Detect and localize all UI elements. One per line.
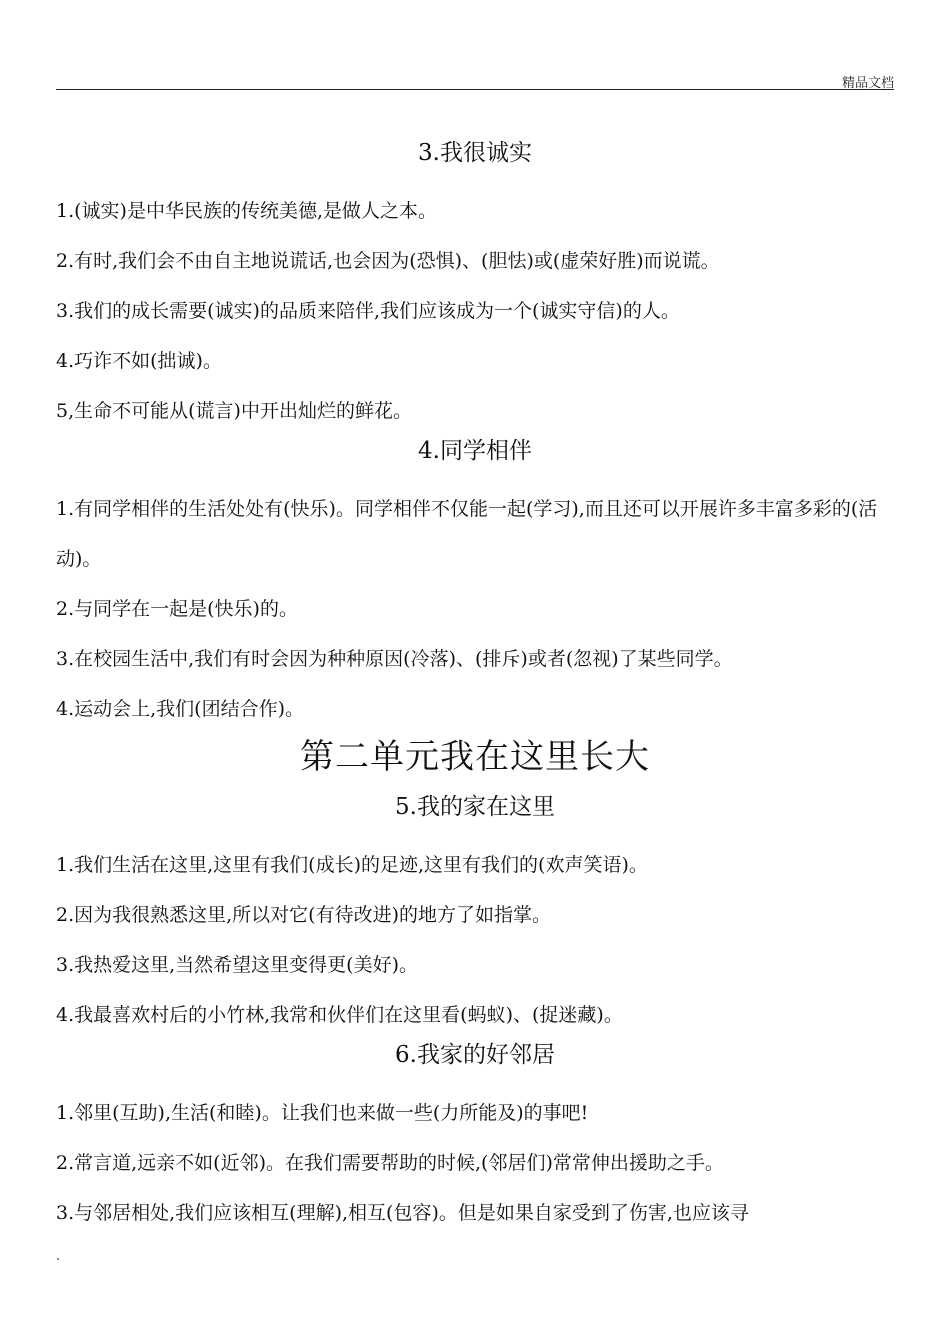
list-item: 1.我们生活在这里,这里有我们(成长)的足迹,这里有我们的(欢声笑语)。	[56, 854, 648, 876]
list-item: 3.与邻居相处,我们应该相互(理解),相互(包容)。但是如果自家受到了伤害,也应该寻	[56, 1202, 749, 1224]
list-item: 2.常言道,远亲不如(近邻)。在我们需要帮助的时候,(邻居们)常常伸出援助之手。	[56, 1152, 724, 1174]
list-item: 5,生命不可能从(谎言)中开出灿烂的鲜花。	[56, 400, 412, 422]
list-item: 4.运动会上,我们(团结合作)。	[56, 698, 304, 720]
section-classmates	[56, 436, 894, 734]
list-item: 3.我们的成长需要(诚实)的品质来陪伴,我们应该成为一个(诚实守信)的人。	[56, 300, 680, 322]
list-item: 1.(诚实)是中华民族的传统美德,是做人之本。	[56, 200, 437, 222]
list-item: 1.邻里(互助),生活(和睦)。让我们也来做一些(力所能及)的事吧!	[56, 1102, 589, 1124]
list-item: 4.巧诈不如(拙诚)。	[56, 350, 222, 372]
section-title: 4.同学相伴	[418, 438, 532, 464]
list-item: 3.我热爱这里,当然希望这里变得更(美好)。	[56, 954, 418, 976]
unit-title: 第二单元我在这里长大	[300, 737, 650, 777]
section-my-home	[56, 792, 894, 1040]
section-title: 6.我家的好邻居	[395, 1042, 555, 1068]
section-title: 3.我很诚实	[418, 140, 532, 166]
list-item: 4.我最喜欢村后的小竹林,我常和伙伴们在这里看(蚂蚁)、(捉迷藏)。	[56, 1004, 623, 1026]
section-title: 5.我的家在这里	[395, 794, 555, 820]
header-label: 精品文档	[841, 76, 894, 91]
list-item: 2.有时,我们会不由自主地说谎话,也会因为(恐惧)、(胆怯)或(虚荣好胜)而说谎。	[56, 250, 720, 272]
list-item: 2.因为我很熟悉这里,所以对它(有待改进)的地方了如指掌。	[56, 904, 551, 926]
footer-dot	[57, 1258, 59, 1260]
list-item: 3.在校园生活中,我们有时会因为种种原因(冷落)、(排斥)或者(忽视)了某些同学。	[56, 648, 733, 670]
section-neighbors	[56, 1040, 894, 1238]
header-divider	[56, 89, 894, 90]
list-item: 2.与同学在一起是(快乐)的。	[56, 598, 298, 620]
list-item: 1.有同学相伴的生活处处有(快乐)。同学相伴不仅能一起(学习),而且还可以开展许多丰富多彩的(活动)。	[56, 498, 878, 570]
section-honesty	[56, 138, 894, 436]
document-body	[56, 138, 894, 1238]
